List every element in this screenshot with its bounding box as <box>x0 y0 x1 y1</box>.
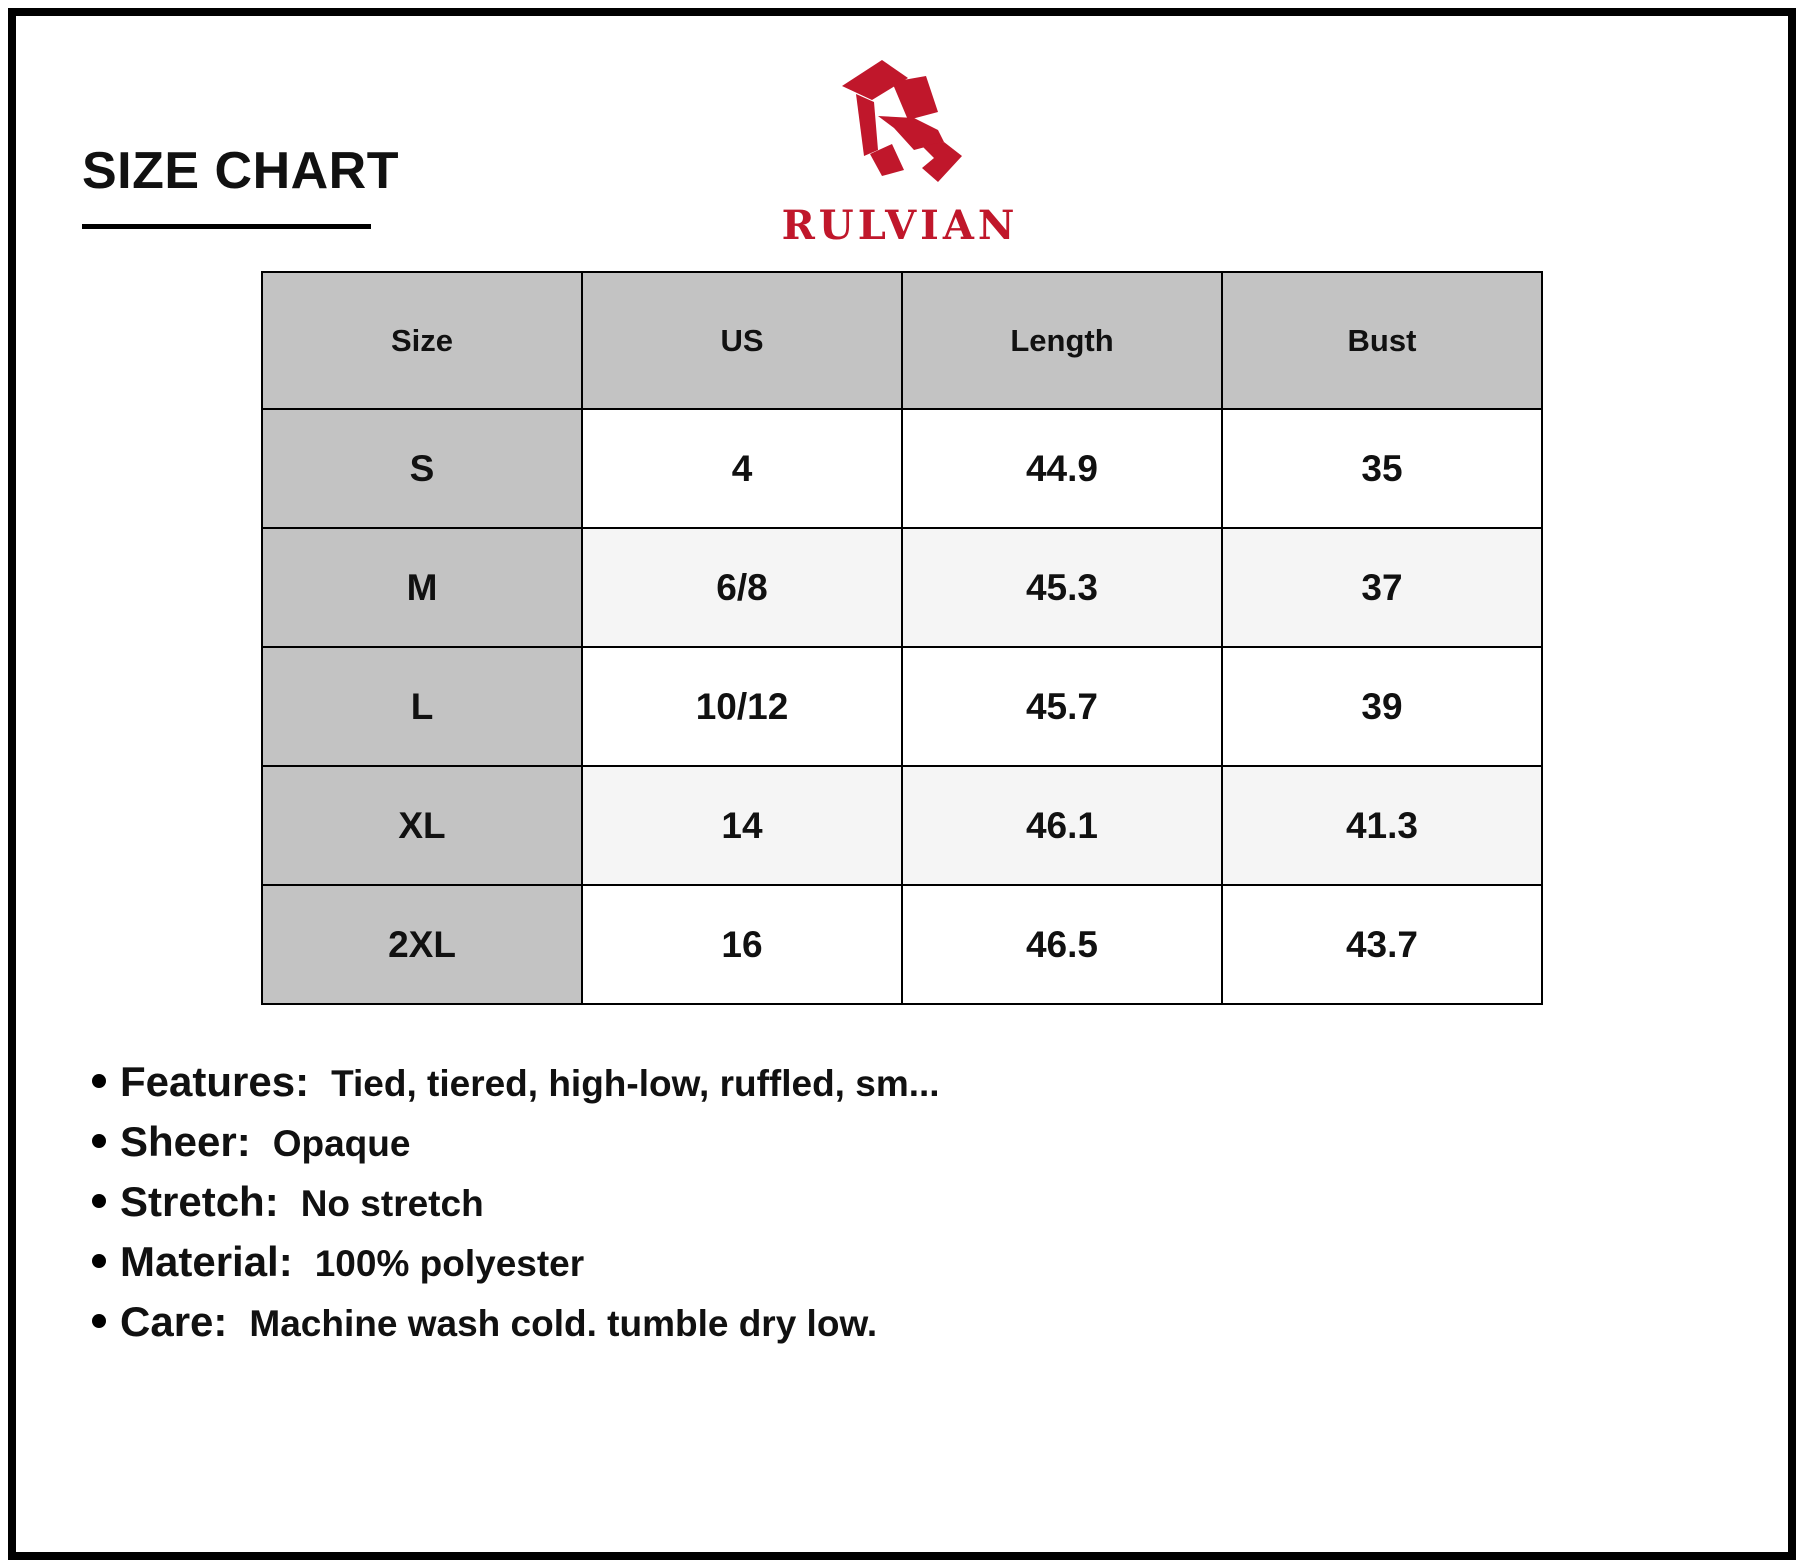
product-details-list <box>84 1058 940 1358</box>
detail-features <box>84 1058 940 1118</box>
size-cell: L <box>262 647 582 766</box>
bust-cell: 39 <box>1222 647 1542 766</box>
detail-care <box>84 1298 940 1358</box>
header-us: US <box>582 272 902 409</box>
page-title: SIZE CHART <box>82 142 399 200</box>
length-cell: 44.9 <box>902 409 1222 528</box>
table-row <box>262 766 1542 885</box>
detail-value: Opaque <box>272 1123 411 1164</box>
bullet-icon <box>92 1194 106 1208</box>
size-cell: M <box>262 528 582 647</box>
header-bust: Bust <box>1222 272 1542 409</box>
brand-name: RULVIAN <box>781 202 1019 249</box>
size-cell: S <box>262 409 582 528</box>
header-length: Length <box>902 272 1222 409</box>
us-cell: 4 <box>582 409 902 528</box>
bust-cell: 41.3 <box>1222 766 1542 885</box>
table-row <box>262 647 1542 766</box>
detail-label: Features: <box>120 1058 310 1105</box>
detail-value: No stretch <box>300 1183 484 1224</box>
length-cell: 45.7 <box>902 647 1222 766</box>
detail-stretch <box>84 1178 940 1238</box>
table-row <box>262 409 1542 528</box>
bust-cell: 43.7 <box>1222 885 1542 1004</box>
bullet-icon <box>92 1254 106 1268</box>
detail-value: Tied, tiered, high-low, ruffled, sm... <box>331 1063 940 1104</box>
detail-label: Sheer: <box>120 1118 251 1165</box>
us-cell: 16 <box>582 885 902 1004</box>
detail-label: Care: <box>120 1298 228 1345</box>
us-cell: 10/12 <box>582 647 902 766</box>
detail-sheer <box>84 1118 940 1178</box>
brand-logo <box>780 58 1020 248</box>
us-cell: 6/8 <box>582 528 902 647</box>
bullet-icon <box>92 1314 106 1328</box>
bullet-icon <box>92 1134 106 1148</box>
length-cell: 46.1 <box>902 766 1222 885</box>
detail-value: Machine wash cold. tumble dry low. <box>249 1303 878 1344</box>
detail-label: Stretch: <box>120 1178 279 1225</box>
rulvian-r-logo-icon <box>834 58 966 198</box>
detail-material <box>84 1238 940 1298</box>
size-table <box>261 271 1543 1005</box>
bullet-icon <box>92 1074 106 1088</box>
bust-cell: 35 <box>1222 409 1542 528</box>
detail-value: 100% polyester <box>314 1243 585 1284</box>
length-cell: 46.5 <box>902 885 1222 1004</box>
us-cell: 14 <box>582 766 902 885</box>
title-underline <box>82 224 371 229</box>
table-row <box>262 528 1542 647</box>
detail-label: Material: <box>120 1238 293 1285</box>
size-cell: 2XL <box>262 885 582 1004</box>
table-row <box>262 885 1542 1004</box>
bust-cell: 37 <box>1222 528 1542 647</box>
length-cell: 45.3 <box>902 528 1222 647</box>
table-header-row <box>262 272 1542 409</box>
size-cell: XL <box>262 766 582 885</box>
header-size: Size <box>262 272 582 409</box>
